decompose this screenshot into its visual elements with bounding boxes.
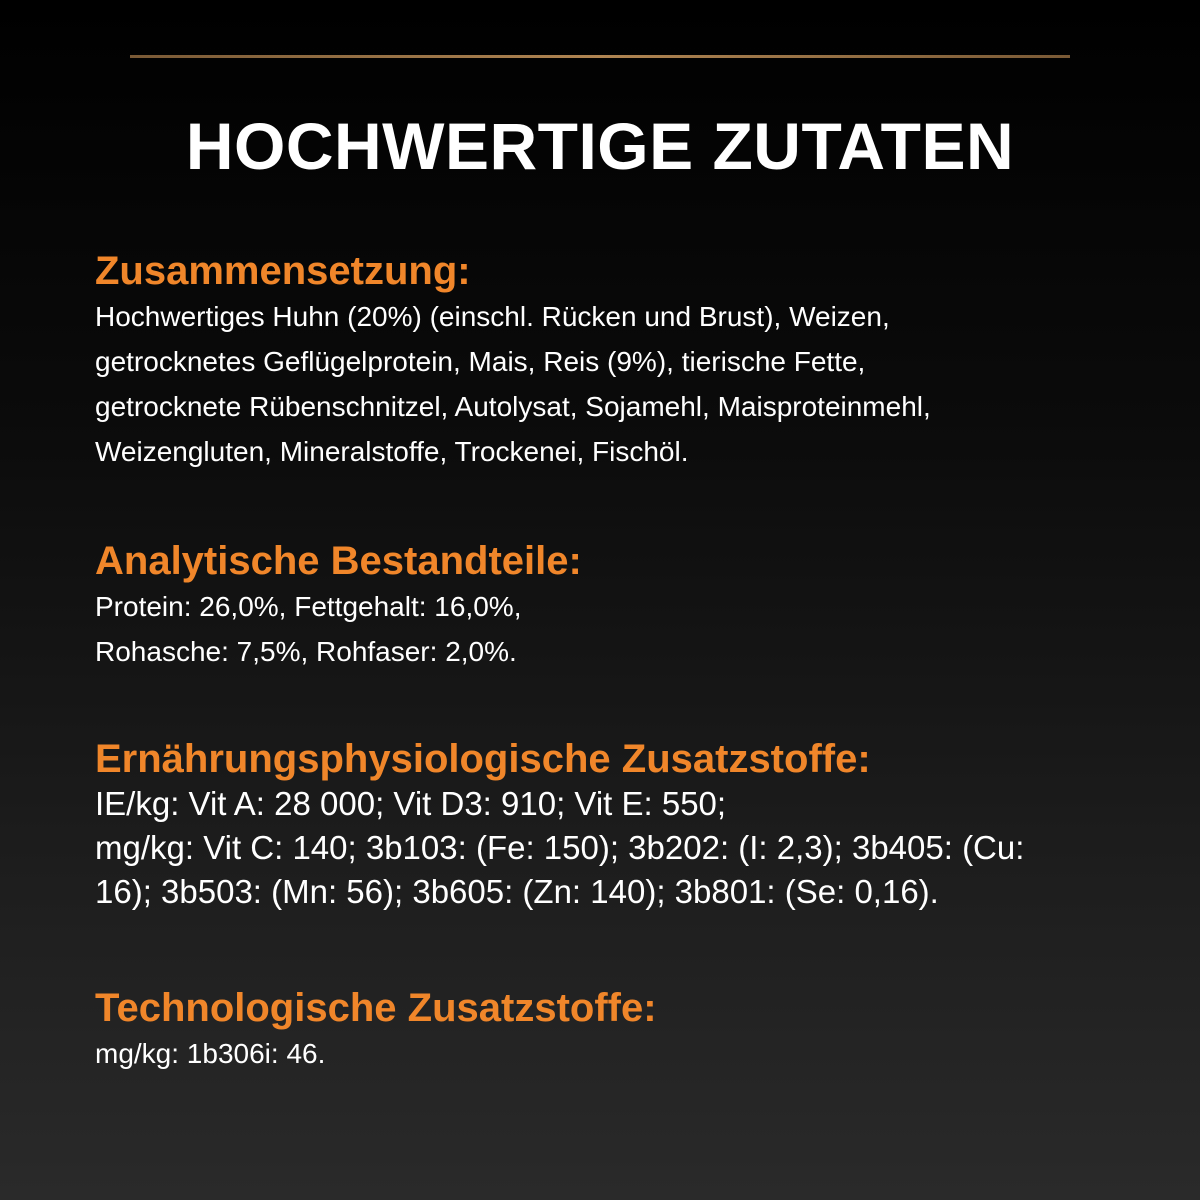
- technological-additives-section: [95, 985, 1155, 1076]
- page-title: HOCHWERTIGE ZUTATEN: [185, 109, 1015, 183]
- composition-heading: Zusammensetzung:: [95, 249, 471, 293]
- composition-text: Hochwertiges Huhn (20%) (einschl. Rücken und Brust), Weizen, getrocknetes Geflügelprotein, Mais, Reis (9%), tierische Fette, getrocknete Rübenschnitzel, Autolysat, Sojamehl, Maisproteinmehl, Weizengluten, Mineralstoffe, Trockenei, Fischöl.: [95, 301, 931, 467]
- nutrition-additives-heading: Ernährungsphysiologische Zusatzstoffe:: [95, 737, 871, 781]
- analytic-text: Protein: 26,0%, Fettgehalt: 16,0%, Rohasche: 7,5%, Rohfaser: 2,0%.: [95, 591, 522, 667]
- technological-additives-heading: Technologische Zusatzstoffe:: [95, 986, 657, 1030]
- top-divider: [130, 55, 1070, 58]
- composition-section: [95, 248, 1155, 474]
- analytic-section: [95, 538, 1155, 674]
- nutrition-additives-section: [95, 736, 1155, 914]
- nutrition-additives-text: IE/kg: Vit A: 28 000; Vit D3: 910; Vit E: 550; mg/kg: Vit C: 140; 3b103: (Fe: 150); 3b202: (I: 2,3); 3b405: (Cu: 16); 3b503: (Mn: 56); 3b605: (Zn: 140); 3b801: (Se: 0,16).: [95, 785, 1025, 910]
- analytic-heading: Analytische Bestandteile:: [95, 539, 582, 583]
- technological-additives-text: mg/kg: 1b306i: 46.: [95, 1038, 326, 1069]
